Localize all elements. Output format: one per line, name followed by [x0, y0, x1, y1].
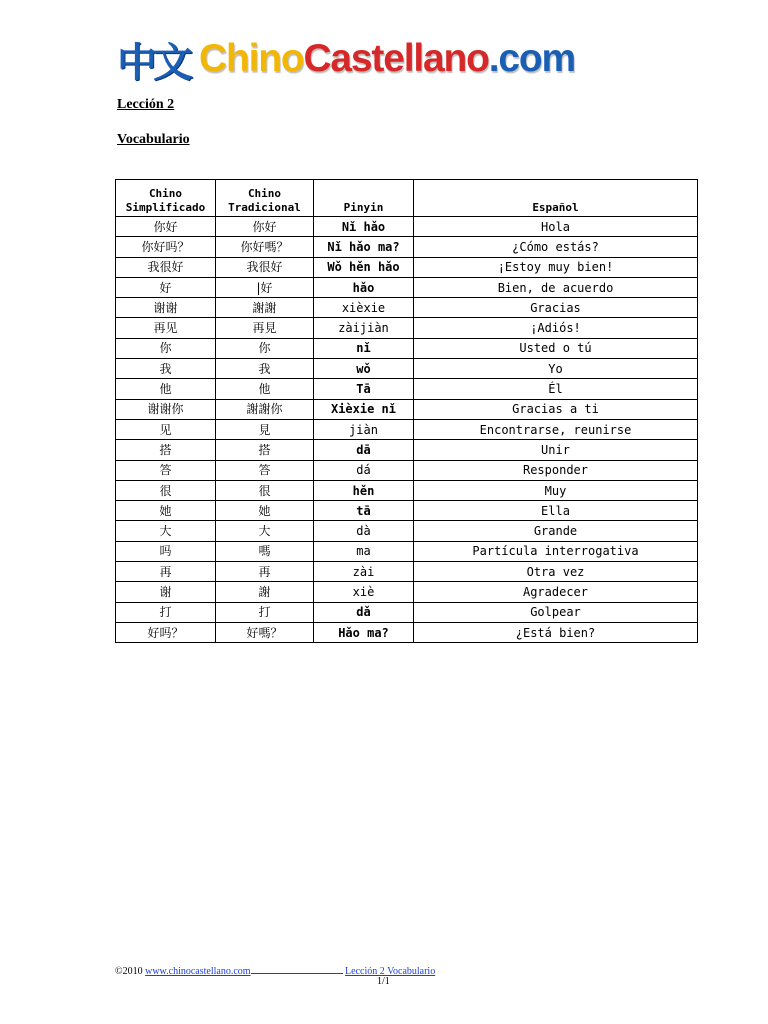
cell-traditional: 你好	[216, 217, 314, 237]
table-row	[116, 622, 698, 642]
table-row	[116, 562, 698, 582]
cell-traditional: 搭	[216, 440, 314, 460]
cell-traditional: 很	[216, 480, 314, 500]
cell-pinyin: dá	[314, 460, 414, 480]
cell-spanish: Bien, de acuerdo	[414, 277, 698, 297]
cell-pinyin: Nǐ hǎo	[314, 217, 414, 237]
cell-simplified: 好	[116, 277, 216, 297]
cell-pinyin: wǒ	[314, 359, 414, 379]
table-row	[116, 217, 698, 237]
footer-website-link[interactable]: www.chinocastellano.com	[145, 966, 251, 977]
cell-simplified: 你好吗？	[116, 237, 216, 257]
cell-pinyin: dā	[314, 440, 414, 460]
cell-spanish: Él	[414, 379, 698, 399]
logo-word-chino: Chino	[199, 37, 304, 80]
cell-pinyin: tā	[314, 501, 414, 521]
cell-spanish: Golpear	[414, 602, 698, 622]
cell-simplified: 再	[116, 562, 216, 582]
cell-simplified: 我	[116, 359, 216, 379]
cell-pinyin: dà	[314, 521, 414, 541]
cell-spanish: ¿Cómo estás?	[414, 237, 698, 257]
cell-spanish: Unir	[414, 440, 698, 460]
cell-spanish: Grande	[414, 521, 698, 541]
table-row	[116, 440, 698, 460]
cell-simplified: 答	[116, 460, 216, 480]
cell-pinyin: zàijiàn	[314, 318, 414, 338]
cell-spanish: Usted o tú	[414, 338, 698, 358]
cell-pinyin: hǎo	[314, 277, 414, 297]
cell-simplified: 我很好	[116, 257, 216, 277]
header-traditional-line2: Tradicional	[228, 201, 301, 214]
cell-traditional: 答	[216, 460, 314, 480]
cell-traditional: 大	[216, 521, 314, 541]
footer-lesson-label: Lección 2 Vocabulario	[345, 966, 436, 977]
header-simplified-line1: Chino	[148, 187, 183, 200]
cell-traditional: 再見	[216, 318, 314, 338]
table-row	[116, 399, 698, 419]
cell-simplified: 谢谢	[116, 298, 216, 318]
table-row	[116, 338, 698, 358]
table-row	[116, 419, 698, 439]
vocabulary-heading: Vocabulario	[117, 132, 190, 147]
cell-pinyin: Wǒ hěn hǎo	[314, 257, 414, 277]
cell-simplified: 谢谢你	[116, 399, 216, 419]
cell-pinyin: Hǎo ma?	[314, 622, 414, 642]
table-row	[116, 541, 698, 561]
cell-traditional: 再	[216, 562, 314, 582]
table-row	[116, 277, 698, 297]
logo-word-castellano: Castellano	[303, 37, 489, 80]
cell-pinyin: jiàn	[314, 419, 414, 439]
cell-simplified: 搭	[116, 440, 216, 460]
footer-underline-gap	[251, 964, 343, 974]
table-row	[116, 582, 698, 602]
cell-spanish: Agradecer	[414, 582, 698, 602]
table-row	[116, 602, 698, 622]
lesson-title: Lección 2	[117, 97, 175, 112]
cell-simplified: 你	[116, 338, 216, 358]
table-row	[116, 257, 698, 277]
cell-traditional: 她	[216, 501, 314, 521]
page-number: 1/1	[377, 976, 390, 987]
cell-simplified: 他	[116, 379, 216, 399]
cell-simplified: 好吗？	[116, 622, 216, 642]
cell-simplified: 打	[116, 602, 216, 622]
cell-spanish: Yo	[414, 359, 698, 379]
cell-traditional: 謝謝你	[216, 399, 314, 419]
cell-traditional: 打	[216, 602, 314, 622]
cell-spanish: Otra vez	[414, 562, 698, 582]
vocabulary-table	[115, 179, 698, 643]
cell-traditional: 我很好	[216, 257, 314, 277]
table-row	[116, 359, 698, 379]
header-pinyin: Pinyin	[314, 180, 414, 217]
cell-pinyin: nǐ	[314, 338, 414, 358]
cell-pinyin: Nǐ hǎo ma?	[314, 237, 414, 257]
header-simplified-line2: Simplificado	[125, 201, 206, 214]
cell-spanish: Responder	[414, 460, 698, 480]
cell-simplified: 她	[116, 501, 216, 521]
table-row	[116, 237, 698, 257]
cell-simplified: 吗	[116, 541, 216, 561]
header-spanish: Español	[414, 180, 698, 217]
logo-chinese-characters: 中文	[117, 39, 189, 86]
cell-traditional: 你	[216, 338, 314, 358]
cell-simplified: 谢	[116, 582, 216, 602]
cell-spanish: ¡Estoy muy bien!	[414, 257, 698, 277]
cell-simplified: 你好	[116, 217, 216, 237]
cell-traditional: 嗎	[216, 541, 314, 561]
cell-pinyin: xiè	[314, 582, 414, 602]
table-row	[116, 521, 698, 541]
cell-spanish: Muy	[414, 480, 698, 500]
cell-spanish: Encontrarse, reunirse	[414, 419, 698, 439]
cell-simplified: 很	[116, 480, 216, 500]
site-logo	[117, 34, 575, 84]
table-row	[116, 460, 698, 480]
cell-spanish: Gracias a ti	[414, 399, 698, 419]
table-row	[116, 379, 698, 399]
cell-simplified: 见	[116, 419, 216, 439]
table-body	[116, 217, 698, 643]
cell-spanish: Ella	[414, 501, 698, 521]
table-header-row	[116, 180, 698, 217]
table-row	[116, 318, 698, 338]
cell-traditional: 我	[216, 359, 314, 379]
logo-word-com: .com	[488, 37, 575, 80]
cell-traditional: 好嗎？	[216, 622, 314, 642]
header-simplified	[116, 180, 216, 217]
table-row	[116, 501, 698, 521]
cell-spanish: Gracias	[414, 298, 698, 318]
cell-traditional: 你好嗎？	[216, 237, 314, 257]
cell-simplified: 再见	[116, 318, 216, 338]
cell-spanish: Partícula interrogativa	[414, 541, 698, 561]
cell-spanish: ¡Adiós!	[414, 318, 698, 338]
cell-simplified: 大	[116, 521, 216, 541]
cell-pinyin: dǎ	[314, 602, 414, 622]
cell-pinyin: zài	[314, 562, 414, 582]
cell-spanish: Hola	[414, 217, 698, 237]
cell-pinyin: hěn	[314, 480, 414, 500]
cell-traditional: 見	[216, 419, 314, 439]
header-traditional-line1: Chino	[247, 187, 282, 200]
cell-spanish: ¿Está bien?	[414, 622, 698, 642]
table-row	[116, 298, 698, 318]
logo-wordmark	[199, 37, 575, 81]
cell-pinyin: ma	[314, 541, 414, 561]
table-row	[116, 480, 698, 500]
cell-traditional: 他	[216, 379, 314, 399]
cell-traditional: 謝	[216, 582, 314, 602]
cell-traditional: 謝謝	[216, 298, 314, 318]
header-traditional	[216, 180, 314, 217]
cell-traditional: |好	[216, 277, 314, 297]
cell-pinyin: Xièxie nǐ	[314, 399, 414, 419]
footer-copyright: ©2010	[115, 966, 143, 977]
cell-pinyin: xièxie	[314, 298, 414, 318]
cell-pinyin: Tā	[314, 379, 414, 399]
